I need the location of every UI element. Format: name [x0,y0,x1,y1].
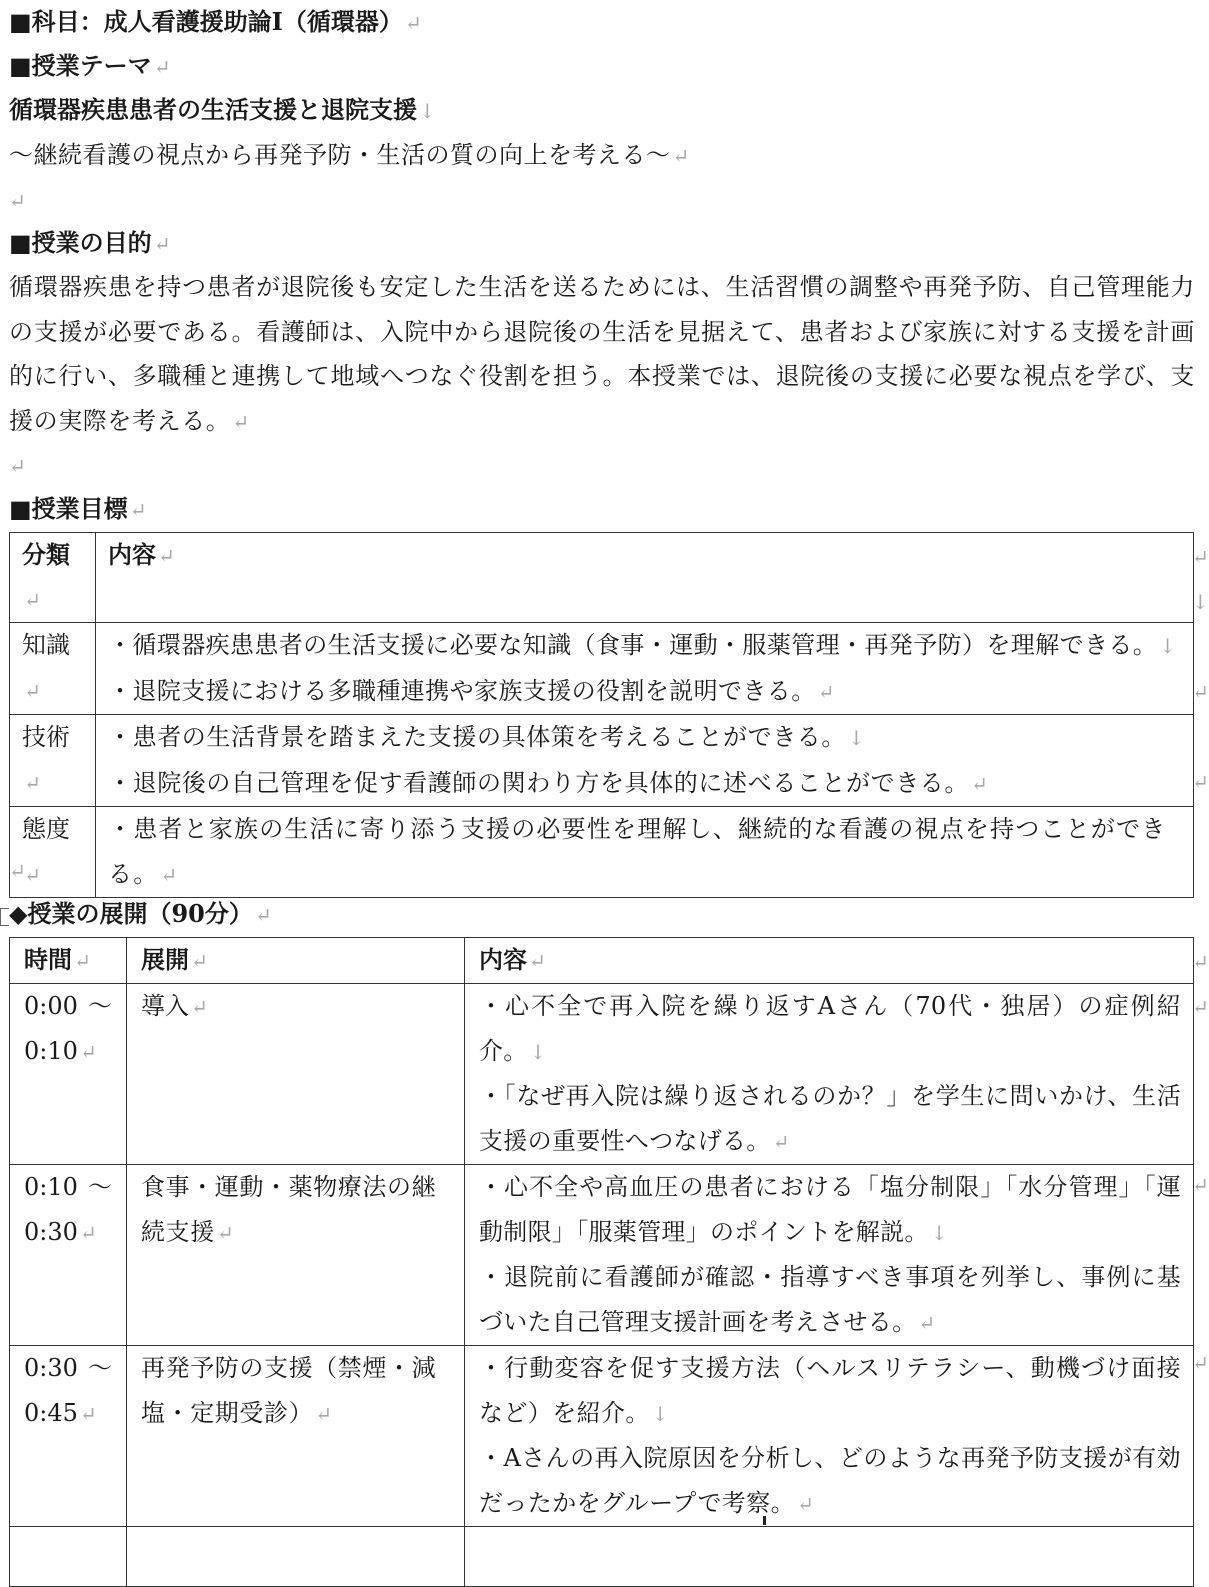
table-row [10,1165,1194,1346]
time-cell: 0:00 〜 0:10 ↵ [10,984,127,1165]
table-row [10,1527,1194,1587]
paragraph-mark-icon: ↵ [672,144,690,168]
list-item: ・退院支援における多職種連携や家族支援の役割を説明できる。 ↵ [108,676,835,705]
line-break-mark-icon: ↓ [930,1220,948,1245]
time-cell [10,1527,127,1587]
row-end-mark-icon: ↓ [1192,590,1209,614]
empty-line [9,855,26,886]
paragraph-mark-icon: ↵ [9,859,26,883]
row-end-mark-icon: ↵ [1192,950,1209,974]
table-row [10,984,1194,1165]
line-break-mark-icon: ↓ [529,1039,547,1064]
paragraph-mark-icon: ↵ [404,11,422,35]
paragraph-mark-icon: ↵ [817,679,835,704]
list-item: ・患者の生活背景を踏まえた支援の具体策を考えることができる。 ↓ [108,723,866,751]
row-end-mark-icon: ↵ [1192,680,1209,704]
paragraph-mark-icon: ↵ [216,1220,235,1245]
purpose-text: 循環器疾患を持つ患者が退院後も安定した生活を送るためには、生活習慣の調整や再発予防、自己管理能力の支援が必要である。看護師は、入院中から退院後の生活を見据えて、患者および家族に対する支援を計画的に行い、多職種と連携して地域へつなぐ役割を担う。本授業では、退院後の支援に必要な視点を学び、支援の実際を考える。 ↵ [9,273,1195,435]
paragraph-mark-icon: ↵ [153,55,171,79]
row-end-mark-icon: ↵ [1192,770,1209,794]
paragraph-mark-icon: ↵ [129,498,147,522]
flow-heading: ◆授業の展開（90分） ↵ [9,899,272,928]
row-end-mark-icon: ↵ [1192,1173,1209,1197]
paragraph-mark-icon: ↵ [254,903,272,927]
list-item: ・心不全で再入院を繰り返すAさん（70代・独居）の症例紹介。 ↓ [479,992,1181,1065]
header-cell-category: 分類↵ [10,533,96,623]
paragraph-mark-icon: ↵ [315,1401,333,1426]
paragraph-mark-icon: ↵ [232,409,250,434]
table-row [10,715,1194,807]
content-cell [465,1346,1194,1527]
content-cell [465,1165,1194,1346]
list-item: ・循環器疾患患者の生活支援に必要な知識（食事・運動・服薬管理・再発予防）を理解できる。 ↓ [108,631,1177,659]
header-cell-time: 時間 ↵ [10,938,127,984]
paragraph-mark-icon: ↵ [160,862,179,887]
list-item: ・退院後の自己管理を促す看護師の関わり方を具体的に述べることができる。 ↵ [108,768,989,797]
theme-label: ■授業テーマ ↵ [9,51,171,80]
time-cell: 0:30 〜 0:45 ↵ [10,1346,127,1527]
list-item: ・「なぜ再入院は繰り返されるのか？」を学生に問いかけ、生活支援の重要性へつなげる。 ↵ [479,1082,1181,1155]
category-cell: 知識↵ [10,623,96,715]
header-cell-phase: 展開 ↵ [127,938,465,984]
category-cell: 態度↵ [10,807,96,898]
theme-subtitle: 〜継続看護の視点から再発予防・生活の質の向上を考える〜 ↵ [9,141,690,169]
list-item: ・Aさんの再入院原因を分析し、どのような再発予防支援が有効だったかをグループで考察。 ↵ [479,1444,1181,1517]
subject-heading: ■科目：成人看護援助論Ⅰ（循環器） ↵ [9,7,422,36]
phase-cell: 再発予防の支援（禁煙・減塩・定期受診） ↵ [127,1346,465,1527]
theme-main: 循環器疾患患者の生活支援と退院支援 ↓ [9,95,436,124]
text-cursor [763,1516,766,1525]
table-anchor-icon [0,908,9,926]
row-end-mark-icon: ↵ [1192,995,1209,1019]
objectives-table [9,532,1194,898]
paragraph-mark-icon: ↵ [797,1491,815,1516]
paragraph-mark-icon: ↵ [9,454,26,478]
list-item: ・行動変容を促す支援方法（ヘルスリテラシー、動機づけ面接など）を紹介。 ↓ [479,1354,1181,1427]
row-end-mark-icon: ↵ [1192,1351,1209,1375]
table-header-row [10,938,1194,984]
content-cell [96,807,1194,898]
content-cell [96,715,1194,807]
paragraph-mark-icon: ↵ [24,588,41,612]
line-break-mark-icon: ↓ [419,99,436,123]
paragraph-mark-icon: ↵ [918,1310,936,1335]
phase-cell: 導入 ↵ [127,984,465,1165]
paragraph-mark-icon: ↵ [79,1220,97,1245]
phase-cell [127,1527,465,1587]
paragraph-mark-icon: ↵ [79,1401,97,1426]
purpose-heading: ■授業の目的 ↵ [9,228,171,257]
paragraph-mark-icon: ↵ [24,678,41,703]
table-row [10,623,1194,715]
paragraph-mark-icon: ↵ [153,232,171,256]
flow-table [9,937,1194,1587]
header-cell-content: 内容 ↵ [96,533,1194,623]
time-cell: 0:10 〜 0:30 ↵ [10,1165,127,1346]
paragraph-mark-icon: ↵ [74,949,91,973]
empty-line [9,185,26,216]
line-break-mark-icon: ↓ [651,1401,669,1426]
line-break-mark-icon: ↓ [1159,634,1177,658]
row-end-mark-icon: ↵ [1192,545,1209,569]
empty-line [9,450,26,481]
paragraph-mark-icon: ↵ [772,1129,790,1154]
paragraph-mark-icon: ↵ [79,1039,97,1064]
list-item: ・退院前に看護師が確認・指導すべき事項を列挙し、事例に基づいた自己管理支援計画を考えさせる。 ↵ [479,1263,1181,1336]
category-cell: 技術↵ [10,715,96,807]
paragraph-mark-icon: ↵ [529,949,546,973]
content-cell [465,1527,1194,1587]
paragraph-mark-icon: ↵ [191,949,208,973]
header-cell-content: 内容 ↵ [465,938,1194,984]
paragraph-mark-icon: ↵ [24,770,41,795]
table-row [10,807,1194,898]
line-break-mark-icon: ↓ [848,726,866,750]
objectives-heading: ■授業目標 ↵ [9,494,147,523]
phase-cell: 食事・運動・薬物療法の継続支援 ↵ [127,1165,465,1346]
list-item: ・心不全や高血圧の患者における「塩分制限」「水分管理」「運動制限」「服薬管理」のポイントを解説。 ↓ [479,1173,1181,1246]
paragraph-mark-icon: ↵ [191,995,208,1019]
table-row [10,1346,1194,1527]
list-item: ・患者と家族の生活に寄り添う支援の必要性を理解し、継続的な看護の視点を持つことができる。 ↵ [108,815,1167,888]
paragraph-mark-icon: ↵ [24,862,41,887]
content-cell [96,623,1194,715]
paragraph-mark-icon: ↵ [971,771,989,796]
table-header-row [10,533,1194,623]
content-cell [465,984,1194,1165]
paragraph-mark-icon: ↵ [158,544,175,568]
paragraph-mark-icon: ↵ [9,189,26,213]
